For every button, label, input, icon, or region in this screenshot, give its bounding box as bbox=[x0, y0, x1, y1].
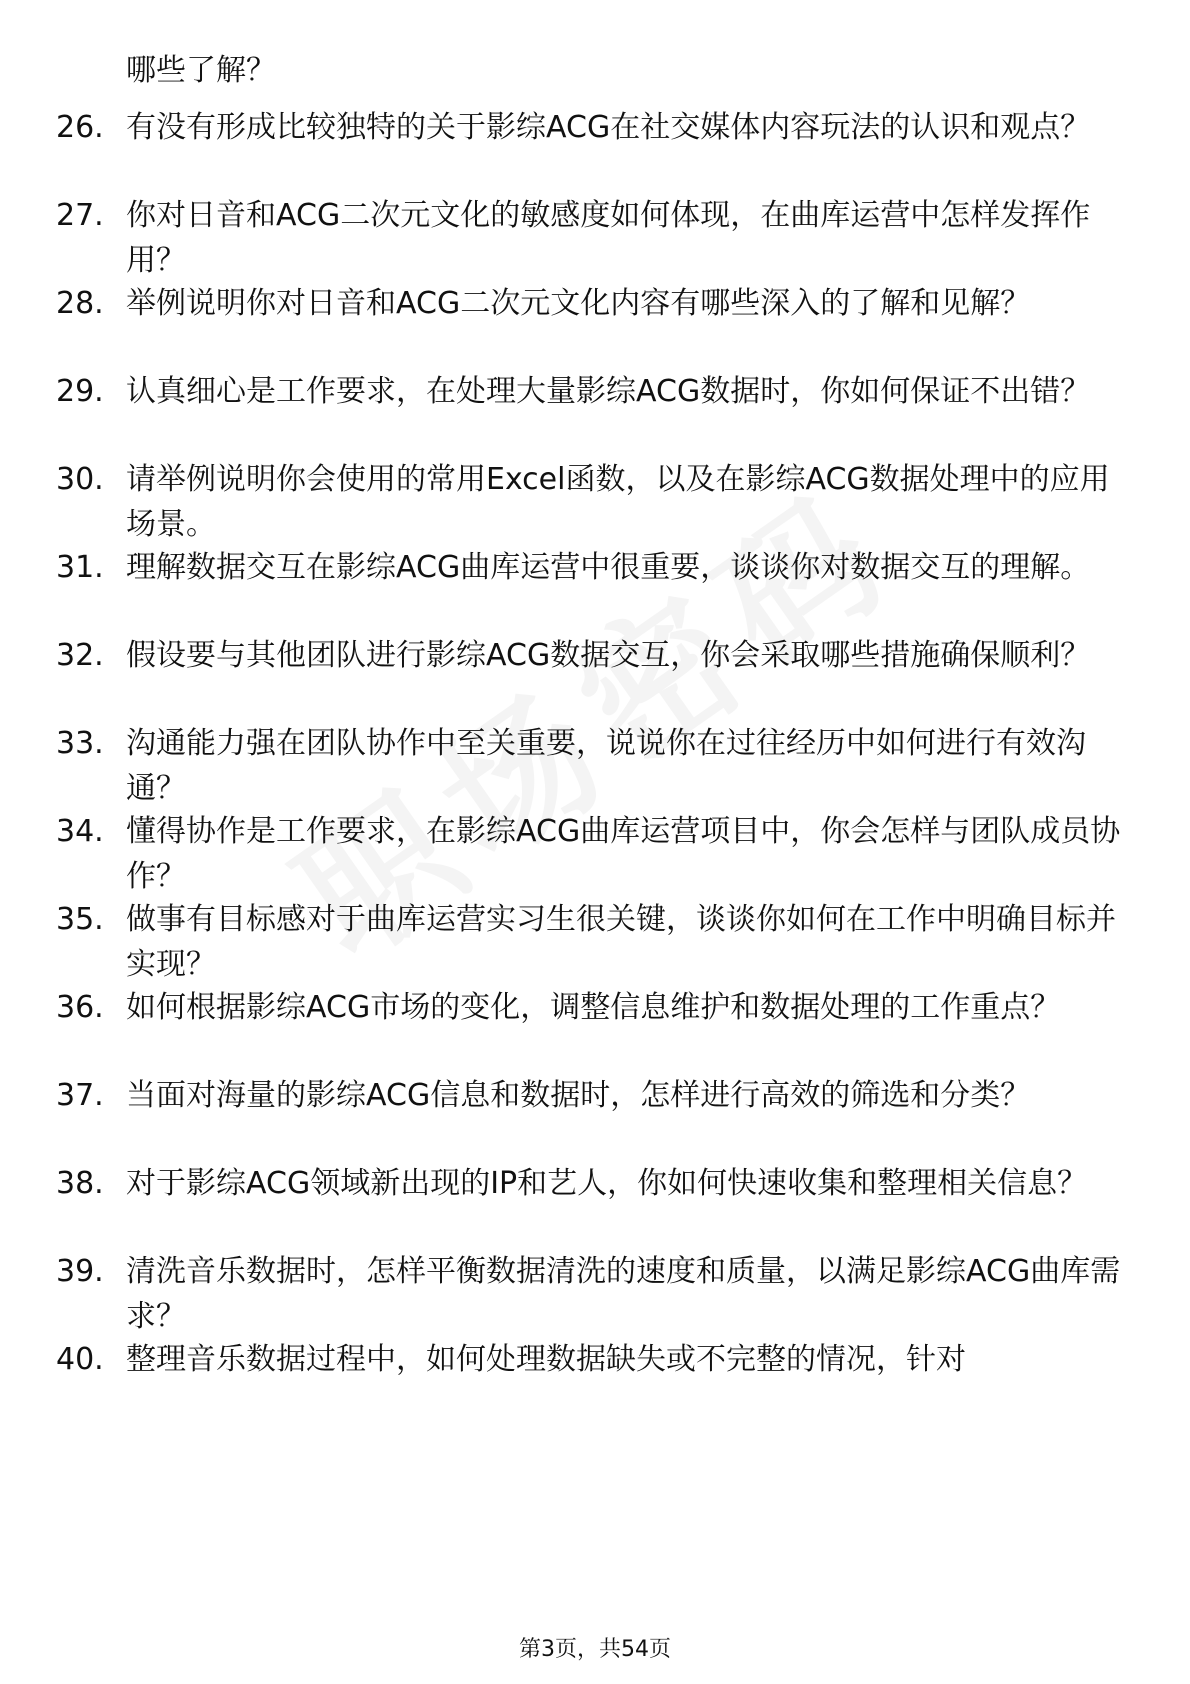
question-text: 沟通能力强在团队协作中至关重要，说说你在过往经历中如何进行有效沟通？ bbox=[126, 726, 1086, 806]
page-number-label: 第3页，共54页 bbox=[519, 1637, 671, 1662]
question-number: 34. bbox=[56, 814, 104, 849]
question-text: 你对日音和ACG二次元文化的敏感度如何体现，在曲库运营中怎样发挥作用？ bbox=[126, 198, 1091, 278]
question-text: 当面对海量的影综ACG信息和数据时，怎样进行高效的筛选和分类？ bbox=[126, 1078, 1031, 1113]
question-text: 整理音乐数据过程中，如何处理数据缺失或不完整的情况，针对 bbox=[126, 1342, 966, 1377]
question-text: 清洗音乐数据时，怎样平衡数据清洗的速度和质量，以满足影综ACG曲库需求？ bbox=[126, 1254, 1121, 1334]
question-text: 懂得协作是工作要求，在影综ACG曲库运营项目中，你会怎样与团队成员协作？ bbox=[126, 814, 1121, 894]
question-text: 对于影综ACG领域新出现的IP和艺人，你如何快速收集和整理相关信息？ bbox=[126, 1166, 1088, 1201]
question-text: 有没有形成比较独特的关于影综ACG在社交媒体内容玩法的认识和观点？ bbox=[126, 110, 1091, 145]
question-number: 26. bbox=[56, 110, 104, 145]
question-number: 40. bbox=[56, 1342, 104, 1377]
question-number: 30. bbox=[56, 462, 104, 497]
question-list bbox=[0, 93, 1190, 1638]
question-text: 请举例说明你会使用的常用Excel函数，以及在影综ACG数据处理中的应用场景。 bbox=[126, 462, 1110, 542]
question-number: 31. bbox=[56, 550, 104, 585]
question-text: 认真细心是工作要求，在处理大量影综ACG数据时，你如何保证不出错？ bbox=[126, 374, 1091, 409]
question-number: 35. bbox=[56, 902, 104, 937]
question-number: 33. bbox=[56, 726, 104, 761]
question-number: 36. bbox=[56, 990, 104, 1025]
list-item bbox=[0, 1337, 1190, 1440]
question-number: 32. bbox=[56, 638, 104, 673]
question-text: 如何根据影综ACG市场的变化，调整信息维护和数据处理的工作重点？ bbox=[126, 990, 1061, 1025]
question-number: 27. bbox=[56, 198, 104, 233]
question-text: 理解数据交互在影综ACG曲库运营中很重要，谈谈你对数据交互的理解。 bbox=[126, 550, 1091, 585]
continuation-text: 哪些了解？ bbox=[126, 53, 276, 88]
question-number: 29. bbox=[56, 374, 104, 409]
question-number: 37. bbox=[56, 1078, 104, 1113]
question-number: 39. bbox=[56, 1254, 104, 1289]
question-number: 28. bbox=[56, 286, 104, 321]
question-text: 做事有目标感对于曲库运营实习生很关键，谈谈你如何在工作中明确目标并实现？ bbox=[126, 902, 1116, 982]
page-footer bbox=[0, 1635, 1190, 1665]
question-number: 38. bbox=[56, 1166, 104, 1201]
question-text: 举例说明你对日音和ACG二次元文化内容有哪些深入的了解和见解？ bbox=[126, 286, 1031, 321]
question-text: 假设要与其他团队进行影综ACG数据交互，你会采取哪些措施确保顺利？ bbox=[126, 638, 1091, 673]
